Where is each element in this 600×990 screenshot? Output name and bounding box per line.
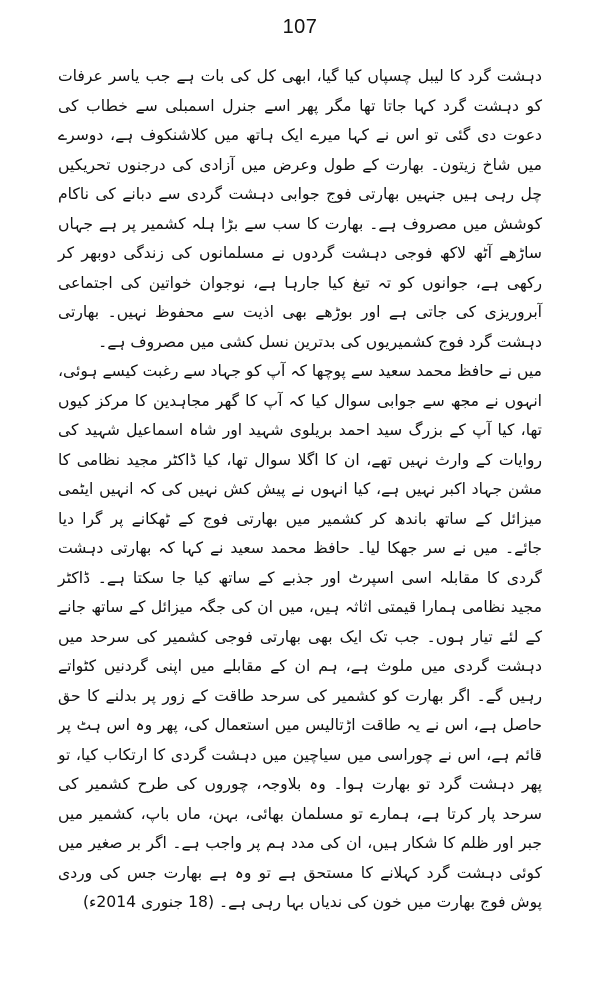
page-number: 107 [282,16,318,38]
paragraph: دہشت گرد کا لیبل چسپاں کیا گیا، ابھی کل کی بات ہے جب یاسر عرفات کو دہشت گرد کہا جاتا تھا مگر پھر اسے جنرل اسمبلی سے خطاب کی دعوت دی گئی تو اس نے کہا میرے ایک ہاتھ میں کلاشنکوف ہے، دوسرے میں شاخ زیتون۔ بھارت کے طول وعرض میں آزادی کی درجنوں تحریکیں چل رہی ہیں جنہیں بھارتی فوج جوابی دہشت گردی سے دبانے کی ناکام کوشش میں مصروف ہے۔ بھارت کا سب سے بڑا ہلہ کشمیر پر ہے جہاں ساڑھے آٹھ لاکھ فوجی دہشت گردوں نے مسلمانوں کی زندگی دوبھر کر رکھی ہے، جوانوں کو تہ تیغ کیا جارہا ہے، نوجوان خواتین کی اجتماعی آبروریزی کی جاتی ہے اور بوڑھے بھی اذیت سے محفوظ نہیں۔ بھارتی دہشت گرد فوج کشمیریوں کی بدترین نسل کشی میں مصروف ہے۔ [58,67,542,351]
paragraph: میں نے حافظ محمد سعید سے پوچھا کہ آپ کو جہاد سے رغبت کیسے ہوئی، انہوں نے مجھ سے جوابی سوال کیا کہ آپ کا گھر مجاہدین کا مرکز کیوں تھا، کیا آپ کے بزرگ سید احمد بریلوی شہید اور شاہ اسماعیل شہید کی روایات کے وارث نہیں تھے، ان کا اگلا سوال تھا، کیا ڈاکٹر مجید نظامی کا مشن جہاد اکبر نہیں ہے، کیا انہوں نے پیش کش نہیں کی کہ انہیں ایٹمی میزائل کے ساتھ باندھ کر کشمیر میں بھارتی فوج کے ٹھکانے پر گرا دیا جائے۔ میں نے سر جھکا لیا۔ حافظ محمد سعید نے کہا کہ بھارتی دہشت گردی کا مقابلہ اسی اسپرٹ اور جذبے کے ساتھ کیا جا سکتا ہے۔ ڈاکٹر مجید نظامی ہمارا قیمتی اثاثہ ہیں، میں ان کی جگہ میزائل کے ساتھ جانے کے لئے تیار ہوں۔ جب تک ایک بھی بھارتی فوجی کشمیر کی سرحد میں دہشت گردی میں ملوث ہے، ہم ان کے مقابلے میں اپنی گردنیں کٹواتے رہیں گے۔ اگر بھارت کو کشمیر کی سرحد طاقت کے زور پر بدلنے کا حق حاصل ہے، اس نے یہ طاقت اڑتالیس میں استعمال کی، پھر وہ اس ہٹ پر قائم ہے، اس نے چوراسی میں سیاچین میں دہشت گردی کا ارتکاب کیا، تو پھر دہشت گرد تو بھارت ہوا۔ وہ بلاوجہ، چوروں کی طرح کشمیر کی سرحد پار کرتا ہے، ہمارے تو مسلمان بھائی، بہن، ماں باپ، کشمیر میں جبر اور ظلم کا شکار ہیں، ان کی مدد ہم پر واجب ہے۔ اگر بر صغیر میں کوئی دہشت گرد کہلانے کا مستحق ہے تو وہ ہے بھارت جس کی وردی پوش فوج بھارت میں خون کی ندیاں بہا رہی ہے۔ (18 جنوری 2014ء) [58,362,542,911]
article-body [58,62,542,918]
